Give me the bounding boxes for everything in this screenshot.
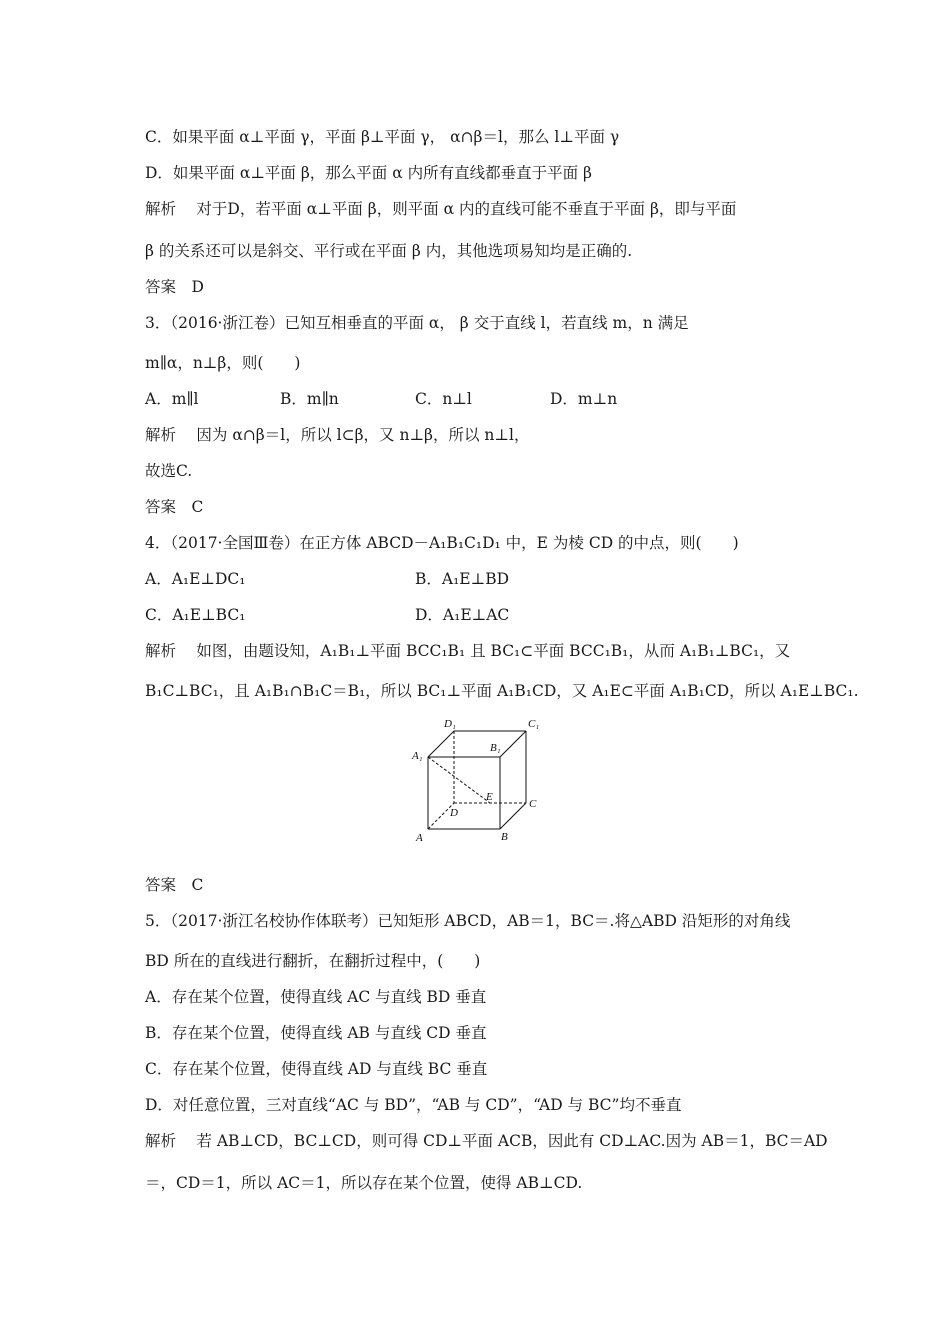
label-d1: D₁ (444, 718, 456, 730)
cube-figure (400, 712, 560, 850)
q3-analysis: 解析 因为 α∩β＝l，所以 l⊂β，又 n⊥β，所以 n⊥l， (145, 426, 530, 444)
edge-b1c1 (500, 731, 526, 757)
q5-option-b: B．存在某个位置，使得直线 AB 与直线 CD 垂直 (145, 1024, 487, 1042)
q5-analysis-line1: 解析 若 AB⊥CD，BC⊥CD，则可得 CD⊥平面 ACB，因此有 CD⊥AC.因为 AB＝1，BC＝AD (145, 1132, 828, 1150)
label-c: C (529, 798, 537, 810)
label-a: A (416, 832, 423, 844)
q4-stem: 4．（2017·全国Ⅲ卷）在正方体 ABCD－A₁B₁C₁D₁ 中，E 为棱 CD 的中点，则( ) (145, 534, 739, 552)
q4-option-b: B．A₁E⊥BD (415, 570, 510, 588)
q5-option-d: D．对任意位置，三对直线“AC 与 BD”，“AB 与 CD”，“AD 与 BC”均不垂直 (145, 1096, 682, 1114)
q2-analysis-line1: 解析 对于D，若平面 α⊥平面 β，则平面 α 内的直线可能不垂直于平面 β，即与平面 (145, 200, 737, 218)
q3-stem-line1: 3．（2016·浙江卷）已知互相垂直的平面 α， β 交于直线 l，若直线 m，n 满足 (145, 314, 689, 332)
q5-option-c: C．存在某个位置，使得直线 AD 与直线 BC 垂直 (145, 1060, 488, 1078)
q3-answer: 答案 C (145, 498, 204, 516)
q3-option-d: D．m⊥n (550, 390, 618, 408)
q2-option-c: C．如果平面 α⊥平面 γ，平面 β⊥平面 γ， α∩β＝l，那么 l⊥平面 γ (145, 128, 620, 146)
segment-a1e-hidden (428, 757, 490, 803)
label-b1: B₁ (490, 742, 501, 754)
q2-analysis-line2: β 的关系还可以是斜交、平行或在平面 β 内，其他选项易知均是正确的. (145, 242, 633, 260)
label-c1: C₁ (528, 718, 540, 730)
q4-answer: 答案 C (145, 876, 204, 894)
q3-stem-line2: m∥α，n⊥β，则( ) (145, 354, 301, 372)
edge-a1d1 (428, 731, 454, 757)
q4-analysis-line2: B₁C⊥BC₁，且 A₁B₁∩B₁C＝B₁，所以 BC₁⊥平面 A₁B₁CD，又 A₁E⊂平面 A₁B₁CD，所以 A₁E⊥BC₁. (145, 682, 859, 700)
label-a1: A₁ (412, 750, 423, 762)
q3-option-a: A．m∥l (145, 390, 199, 408)
q2-answer: 答案 D (145, 278, 204, 296)
q3-option-c: C．n⊥l (415, 390, 472, 408)
q2-option-d: D．如果平面 α⊥平面 β，那么平面 α 内所有直线都垂直于平面 β (145, 164, 592, 182)
edge-bc (500, 803, 526, 829)
q4-option-d: D．A₁E⊥AC (415, 606, 510, 624)
label-b: B (501, 831, 508, 843)
q5-stem-line1: 5．（2017·浙江名校协作体联考）已知矩形 ABCD，AB＝1，BC＝.将△ABD 沿矩形的对角线 (145, 912, 791, 930)
q5-analysis-line2: ＝，CD＝1，所以 AC＝1，所以存在某个位置，使得 AB⊥CD. (145, 1174, 583, 1192)
q4-analysis-line1: 解析 如图，由题设知，A₁B₁⊥平面 BCC₁B₁ 且 BC₁⊂平面 BCC₁B₁，从而 A₁B₁⊥BC₁，又 (145, 642, 791, 660)
label-d: D (450, 807, 458, 819)
q5-stem-line2: BD 所在的直线进行翻折，在翻折过程中，( ) (145, 952, 481, 970)
q3-conclusion: 故选C. (145, 462, 193, 480)
q3-option-b: B．m∥n (280, 390, 339, 408)
q5-option-a: A．存在某个位置，使得直线 AC 与直线 BD 垂直 (145, 988, 487, 1006)
q4-option-a: A．A₁E⊥DC₁ (145, 570, 246, 588)
label-e: E (486, 791, 493, 803)
q4-option-c: C．A₁E⊥BC₁ (145, 606, 246, 624)
